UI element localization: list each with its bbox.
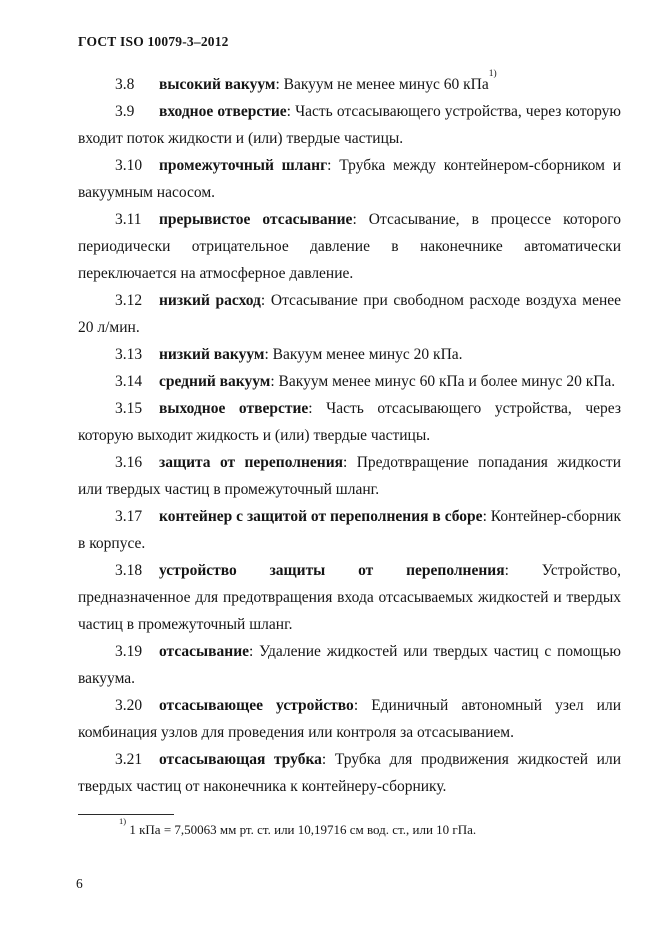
definition-term: низкий вакуум bbox=[159, 346, 265, 363]
definition-paragraph bbox=[78, 449, 621, 503]
definition-paragraph bbox=[78, 395, 621, 449]
footnote-divider bbox=[78, 814, 174, 815]
definition-text: : Вакуум не менее минус 60 кПа bbox=[275, 76, 489, 93]
definition-term: отсасывающее устройство bbox=[159, 697, 354, 714]
definition-text: : Трубка для продвижения жидкостей или твердых частиц от наконечника к контейнеру-сборнику. bbox=[78, 751, 621, 795]
definition-text: : Удаление жидкостей или твердых частиц с помощью вакуума. bbox=[78, 643, 621, 687]
definition-term: низкий расход bbox=[159, 292, 261, 309]
definition-term: отсасывание bbox=[159, 643, 250, 660]
definition-term: средний вакуум bbox=[159, 373, 271, 390]
definition-paragraph bbox=[78, 68, 621, 98]
definition-number: 3.16 bbox=[115, 454, 143, 471]
definition-number: 3.10 bbox=[115, 157, 143, 174]
definition-text: : Устройство, предназначенное для предотвращения входа отсасываемых жидкостей и твердых частиц в промежуточный шланг. bbox=[78, 562, 621, 633]
definition-paragraph bbox=[78, 98, 621, 152]
definition-text: : Вакуум менее минус 60 кПа и более минус 20 кПа. bbox=[270, 373, 616, 390]
definition-paragraph bbox=[78, 503, 621, 557]
definition-number: 3.12 bbox=[115, 292, 143, 309]
definitions-list bbox=[78, 68, 621, 800]
definition-term: входное отверстие bbox=[159, 103, 287, 120]
definition-number: 3.18 bbox=[115, 562, 143, 579]
definition-paragraph bbox=[78, 692, 621, 746]
definition-term: защита от переполнения bbox=[159, 454, 344, 471]
definition-text: : Часть отсасывающего устройства, через которую входит поток жидкости и (или) твердые частицы. bbox=[78, 103, 621, 147]
definition-term: выходное отверстие bbox=[159, 400, 309, 417]
page-number: 6 bbox=[76, 876, 83, 891]
definition-paragraph bbox=[78, 638, 621, 692]
document-header-title: ГОСТ ISO 10079-3–2012 bbox=[78, 34, 229, 49]
definition-paragraph bbox=[78, 287, 621, 341]
definition-paragraph bbox=[78, 152, 621, 206]
definition-text: : Контейнер-сборник в корпусе. bbox=[78, 508, 621, 552]
definition-term: промежуточный шланг bbox=[159, 157, 328, 174]
definition-text: : Вакуум менее минус 20 кПа. bbox=[264, 346, 463, 363]
definition-paragraph bbox=[78, 557, 621, 638]
definition-term: устройство защиты от переполнения bbox=[159, 562, 505, 579]
definition-text: : Трубка между контейнером-сборником и вакуумным насосом. bbox=[78, 157, 621, 201]
definition-number: 3.9 bbox=[115, 103, 135, 120]
definition-number: 3.21 bbox=[115, 751, 143, 768]
definition-term: прерывистое отсасывание bbox=[159, 211, 353, 228]
definition-paragraph bbox=[78, 341, 621, 368]
definition-number: 3.17 bbox=[115, 508, 143, 525]
definition-number: 3.13 bbox=[115, 346, 143, 363]
definition-term: отсасывающая трубка bbox=[159, 751, 322, 768]
definition-text: : Единичный автономный узел или комбинация узлов для проведения или контроля за отсасыванием. bbox=[78, 697, 621, 741]
definition-text: : Предотвращение попадания жидкости или твердых частиц в промежуточный шланг. bbox=[78, 454, 621, 498]
footnote-text: 1 кПа = 7,50063 мм рт. ст. или 10,19716 см вод. ст., или 10 гПа. bbox=[129, 822, 477, 837]
definition-text: : Часть отсасывающего устройства, через которую выходит жидкость и (или) твердые частицы. bbox=[78, 400, 621, 444]
definition-term: высокий вакуум bbox=[159, 76, 276, 93]
definition-number: 3.11 bbox=[115, 211, 142, 228]
footnote-reference: 1) bbox=[488, 68, 497, 79]
definition-number: 3.19 bbox=[115, 643, 143, 660]
definition-number: 3.14 bbox=[115, 373, 143, 390]
footnote-marker: 1) bbox=[119, 815, 127, 826]
definition-text: : Отсасывание при свободном расходе воздуха менее 20 л/мин. bbox=[78, 292, 621, 336]
footnote bbox=[78, 815, 621, 840]
definition-number: 3.8 bbox=[115, 76, 135, 93]
definition-paragraph bbox=[78, 206, 621, 287]
definition-number: 3.15 bbox=[115, 400, 143, 417]
definition-paragraph bbox=[78, 368, 621, 395]
definition-term: контейнер с защитой от переполнения в сборе bbox=[159, 508, 483, 525]
definition-text: : Отсасывание, в процессе которого периодически отрицательное давление в наконечнике автоматически переключается на атмосферное давление. bbox=[78, 211, 621, 282]
definition-paragraph bbox=[78, 746, 621, 800]
definition-number: 3.20 bbox=[115, 697, 143, 714]
